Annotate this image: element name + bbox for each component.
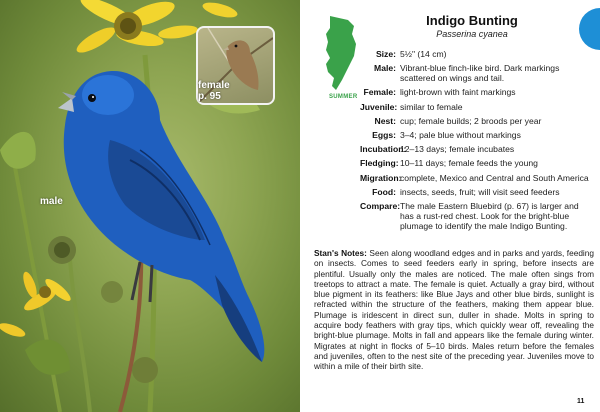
fact-female: [360, 87, 594, 97]
fact-key: Size:: [375, 49, 396, 59]
fact-incubation: [360, 144, 594, 154]
fact-compare: [360, 201, 594, 231]
female-label: female: [198, 80, 230, 91]
section-color-tab: [579, 8, 600, 50]
page-number: 11: [577, 398, 585, 405]
fact-key: Fledging:: [360, 158, 399, 169]
fact-fledging: [360, 158, 594, 168]
fact-key: Nest:: [374, 115, 396, 126]
fact-key: Compare:: [360, 200, 401, 211]
fact-value: cup; female builds; 2 broods per year: [400, 115, 542, 126]
fact-nest: [360, 116, 594, 126]
fact-eggs: [360, 130, 594, 140]
fact-key: Migration:: [360, 172, 402, 183]
fact-value: Vibrant-blue finch-like bird. Dark markings scattered on wings and tail.: [400, 63, 560, 84]
new-jersey-map-icon: [324, 14, 358, 92]
fact-food: [360, 187, 594, 197]
fact-juvenile: [360, 102, 594, 112]
fact-value: 12–13 days; female incubates: [400, 144, 515, 155]
female-page-ref: p. 95: [198, 91, 221, 102]
fact-value: similar to female: [400, 101, 463, 112]
notes-text: Seen along woodland edges and in parks and yards, feeding on insects. Comes to seed feeders early in spring, before insects are plentiful. Usually only the males are noticed. The male often sings from treetops to attract a mate. The female is quiet. Actually a gray bird, without blue pigment in its feathers: like Blue Jays and other blue birds, sunlight is refracted within the structure of the feathers, making them appear blue. Plumage is iridescent in direct sun, duller in shade. Molts in spring to acquire body feathers with gray tips, which quickly wear off, revealing the bright-blue plumage. Molts in fall and appears like the female during winter. Migrates at night in flocks of 5–10 birds. Males return before the females and juveniles, often to the nest site of the preceding year. Juveniles move to within a mile of their birth site.: [314, 248, 595, 372]
fact-value: insects, seeds, fruit; will visit seed feeders: [400, 186, 560, 197]
species-title: Indigo Bunting: [426, 13, 518, 28]
fact-key: Male:: [374, 63, 396, 74]
fact-value: complete, Mexico and Central and South America: [400, 172, 589, 183]
male-label: male: [40, 196, 63, 207]
stans-notes: [314, 248, 594, 372]
fact-key: Incubation:: [360, 144, 407, 155]
species-latin-name: Passerina cyanea: [436, 29, 508, 39]
fact-male: [360, 63, 594, 83]
species-account: [300, 0, 600, 412]
fact-value: 10–11 days; female feeds the young: [400, 158, 538, 169]
fact-size: [360, 49, 594, 59]
fact-key: Juvenile:: [360, 101, 398, 112]
fact-migration: [360, 173, 594, 183]
male-indigo-bunting: [58, 71, 264, 362]
fact-value: 5½" (14 cm): [400, 49, 447, 59]
fact-value: light-brown with faint markings: [400, 87, 516, 98]
season-label: SUMMER: [329, 94, 358, 100]
fact-key: Food:: [372, 186, 396, 197]
fact-key: Eggs:: [372, 129, 396, 140]
fact-value: 3–4; pale blue without markings: [400, 129, 521, 140]
fact-value: The male Eastern Bluebird (p. 67) is larger and has a rust-red chest. Look for the bright-blue plumage to identify the male Indigo Bunting.: [400, 200, 579, 231]
facts-list: [360, 49, 594, 235]
fact-key: Female:: [363, 87, 396, 98]
notes-label: Stan's Notes:: [314, 248, 367, 258]
